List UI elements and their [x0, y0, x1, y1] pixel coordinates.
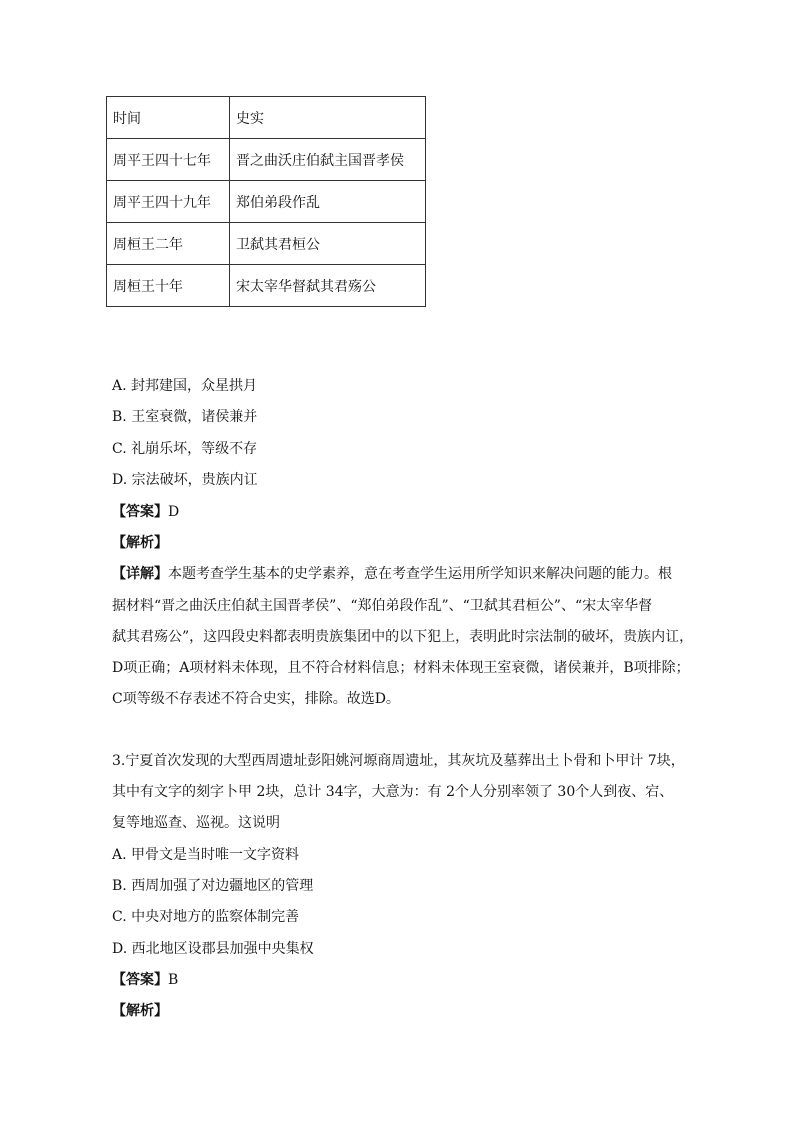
- table-header-row: [107, 97, 426, 139]
- q3-answer: [112, 970, 178, 990]
- q3-stem-line-2: 其中有文字的刻字卜甲 2块，总计 34字，大意为：有 2个人分别率领了 30个人到夜、宕、: [112, 784, 674, 800]
- table-cell: 周桓王十年: [107, 265, 230, 307]
- q2-option-c: C. 礼崩乐坏，等级不存: [112, 441, 258, 457]
- answer-value: B: [168, 972, 179, 988]
- table-cell: 宋太宰华督弑其君殇公: [230, 265, 426, 307]
- detail-text: 本题考查学生基本的史学素养，意在考查学生运用所学知识来解决问题的能力。根: [168, 566, 672, 582]
- q3-stem-line-3: 复等地巡查、巡视。这说明: [112, 815, 280, 831]
- table-cell: 周平王四十九年: [107, 181, 230, 223]
- table-cell: 晋之曲沃庄伯弑主国晋孝侯: [230, 139, 426, 181]
- table-cell: 郑伯弟段作乱: [230, 181, 426, 223]
- answer-value: D: [168, 504, 180, 520]
- answer-label: 【答案】: [112, 504, 168, 520]
- q2-detail-line-5: C项等级不存表述不符合史实，排除。故选D。: [112, 691, 400, 707]
- q2-option-b: B. 王室衰微，诸侯兼并: [112, 409, 258, 425]
- history-table: [106, 96, 426, 307]
- q3-option-b: B. 西周加强了对边疆地区的管理: [112, 878, 314, 894]
- q2-analysis-label: 【解析】: [112, 535, 168, 551]
- answer-label: 【答案】: [112, 972, 168, 988]
- table-row: [107, 181, 426, 223]
- q2-answer: [112, 502, 179, 522]
- table-cell: 卫弑其君桓公: [230, 223, 426, 265]
- detail-label: 【详解】: [112, 566, 168, 582]
- table-cell: 周桓王二年: [107, 223, 230, 265]
- table-row: [107, 265, 426, 307]
- q2-detail-line-3: 弑其君殇公”，这四段史料都表明贵族集团中的以下犯上，表明此时宗法制的破坏，贵族内讧，: [112, 629, 694, 645]
- q3-stem-line-1: 3.宁夏首次发现的大型西周遗址彭阳姚河塬商周遗址，其灰坑及墓葬出土卜骨和卜甲计 7块，: [112, 753, 685, 769]
- q3-option-d: D. 西北地区设郡县加强中央集权: [112, 941, 314, 957]
- q2-detail-line-4: D项正确；A项材料未体现，且不符合材料信息；材料未体现王室衰微，诸侯兼并，B项排除；: [112, 660, 690, 676]
- table-row: [107, 139, 426, 181]
- q3-option-a: A. 甲骨文是当时唯一文字资料: [112, 847, 300, 863]
- q2-detail-line-2: 据材料“晋之曲沃庄伯弑主国晋孝侯”、“郑伯弟段作乱”、“卫弑其君桓公”、“宋太宰华督: [112, 598, 653, 614]
- table-header-cell: 史实: [230, 97, 426, 139]
- q2-detail-line-1: [112, 564, 672, 584]
- q3-option-c: C. 中央对地方的监察体制完善: [112, 909, 300, 925]
- q2-option-d: D. 宗法破坏，贵族内讧: [112, 472, 258, 488]
- q2-option-a: A. 封邦建国，众星拱月: [112, 378, 258, 394]
- table-row: [107, 223, 426, 265]
- table-header-cell: 时间: [107, 97, 230, 139]
- q3-analysis-label: 【解析】: [112, 1003, 168, 1019]
- table-cell: 周平王四十七年: [107, 139, 230, 181]
